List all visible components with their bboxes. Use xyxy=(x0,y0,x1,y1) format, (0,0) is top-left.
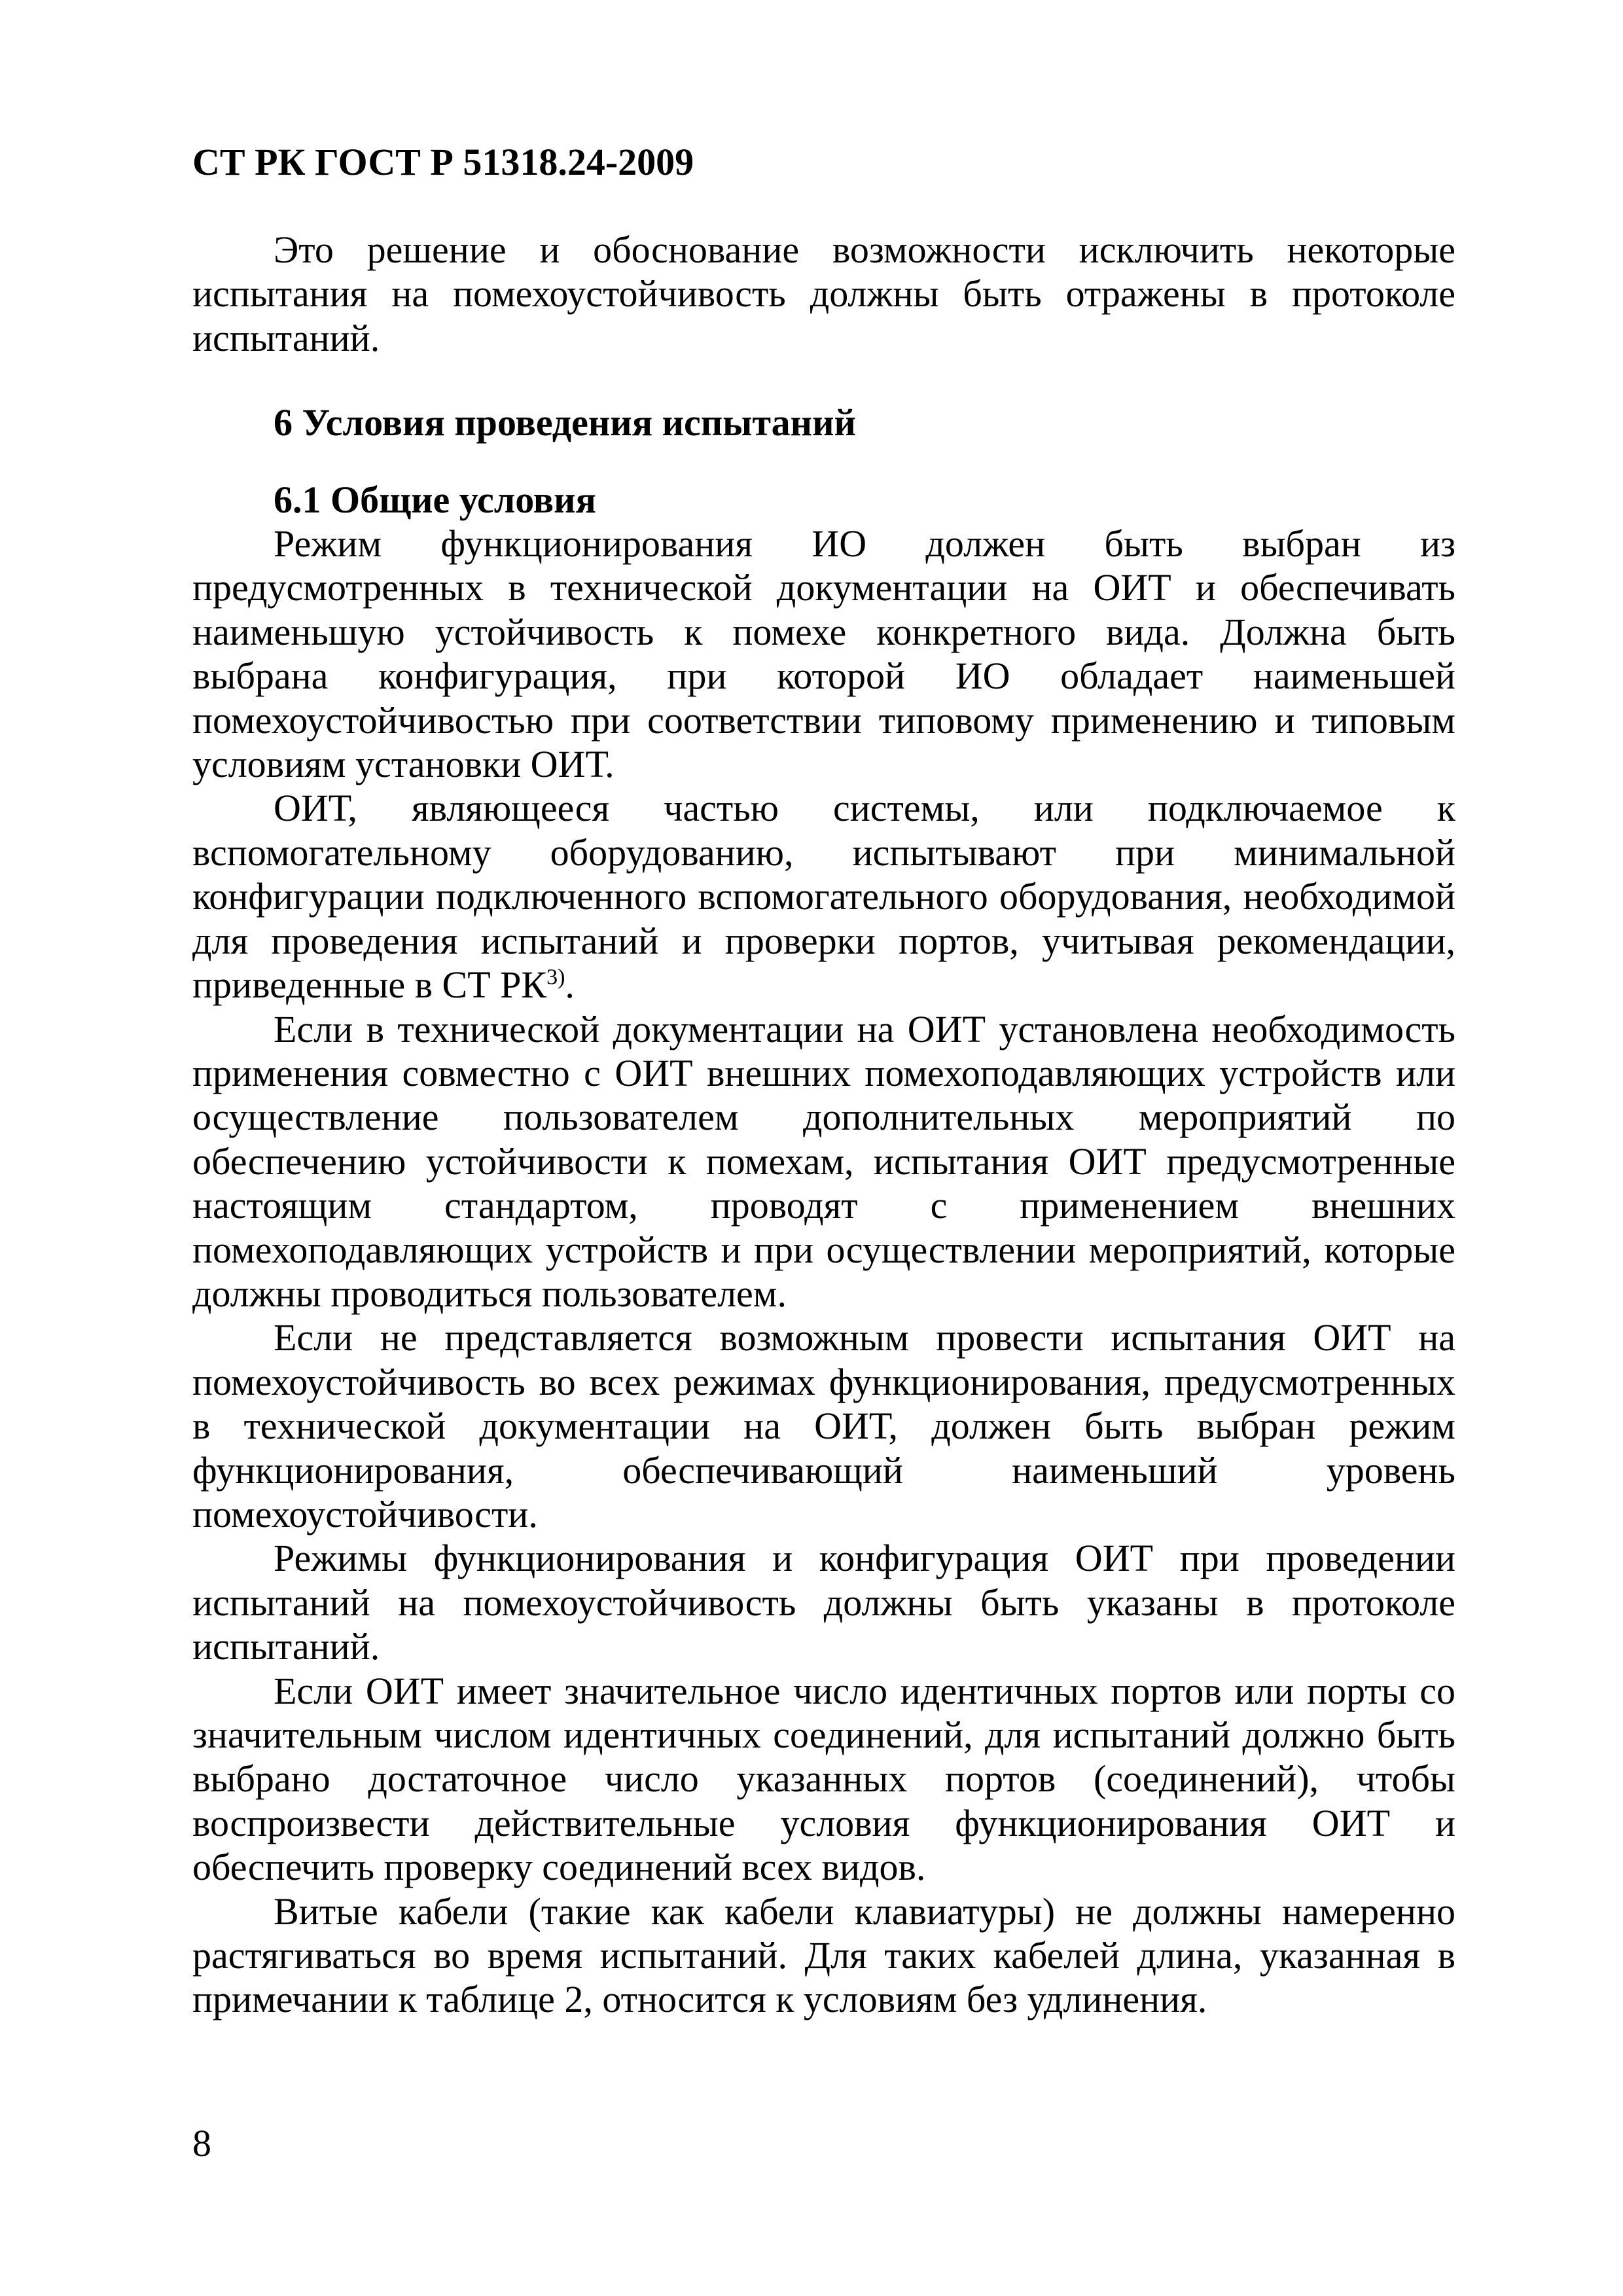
page-number: 8 xyxy=(192,2122,211,2164)
paragraph-system-configuration-text: ОИТ, являющееся частью системы, или подключаемое к вспомогательному оборудованию, испытывают при минимальной конфигурации подключенного вспомогательного оборудования, необходимой для проведения испытаний и проверки портов, учитывая рекомендации, приведенные в СТ РК xyxy=(192,787,1455,1007)
section-6-heading: 6 Условия проведения испытаний xyxy=(274,401,856,444)
intro-paragraph: Это решение и обоснование возможности исключить некоторые испытания на помехоустойчивость должны быть отражены в протоколе испытаний. xyxy=(192,228,1455,359)
document-header: СТ РК ГОСТ Р 51318.24-2009 xyxy=(192,141,694,183)
paragraph-identical-ports: Если ОИТ имеет значительное число идентичных портов или порты со значительным числом идентичных соединений, для испытаний должно быть выбрано достаточное число указанных портов (соединений), чтобы воспроизвести действительные условия функционирования ОИТ и обеспечить проверку соединений всех видов. xyxy=(192,1669,1455,1889)
document-body xyxy=(192,228,1455,2022)
paragraph-protocol: Режимы функционирования и конфигурация ОИТ при проведении испытаний на помехоустойчивость должны быть указаны в протоколе испытаний. xyxy=(192,1537,1455,1668)
paragraph-coiled-cables: Витые кабели (такие как кабели клавиатуры) не должны намеренно растягиваться во время испытаний. Для таких кабелей длина, указанная в примечании к таблице 2, относится к условиям без удлинения. xyxy=(192,1890,1455,2021)
paragraph-end-punctuation: . xyxy=(565,963,575,1007)
paragraph-suppression-devices: Если в технической документации на ОИТ установлена необходимость применения совместно с ОИТ внешних помехоподавляющих устройств или осуществление пользователем дополнительных мероприятий по обеспечению устойчивости к помехам, испытания ОИТ предусмотренные настоящим стандартом, проводят с применением внешних помехоподавляющих устройств и при осуществлении мероприятий, которые должны проводиться пользователем. xyxy=(192,1007,1455,1315)
paragraph-system-configuration xyxy=(192,786,1455,1007)
paragraph-operating-mode: Режим функционирования ИО должен быть выбран из предусмотренных в технической документации на ОИТ и обеспечивать наименьшую устойчивость к помехе конкретного вида. Должна быть выбрана конфигурация, при которой ИО обладает наименьшей помехоустойчивостью при соответствии типовому применению и типовым условиям установки ОИТ. xyxy=(192,522,1455,786)
paragraph-all-modes: Если не представляется возможным провести испытания ОИТ на помехоустойчивость во всех режимах функционирования, предусмотренных в технической документации на ОИТ, должен быть выбран режим функционирования, обеспечивающий наименьший уровень помехоустойчивости. xyxy=(192,1316,1455,1535)
section-6-1-heading: 6.1 Общие условия xyxy=(274,478,596,521)
footnote-reference: 3) xyxy=(546,965,565,990)
